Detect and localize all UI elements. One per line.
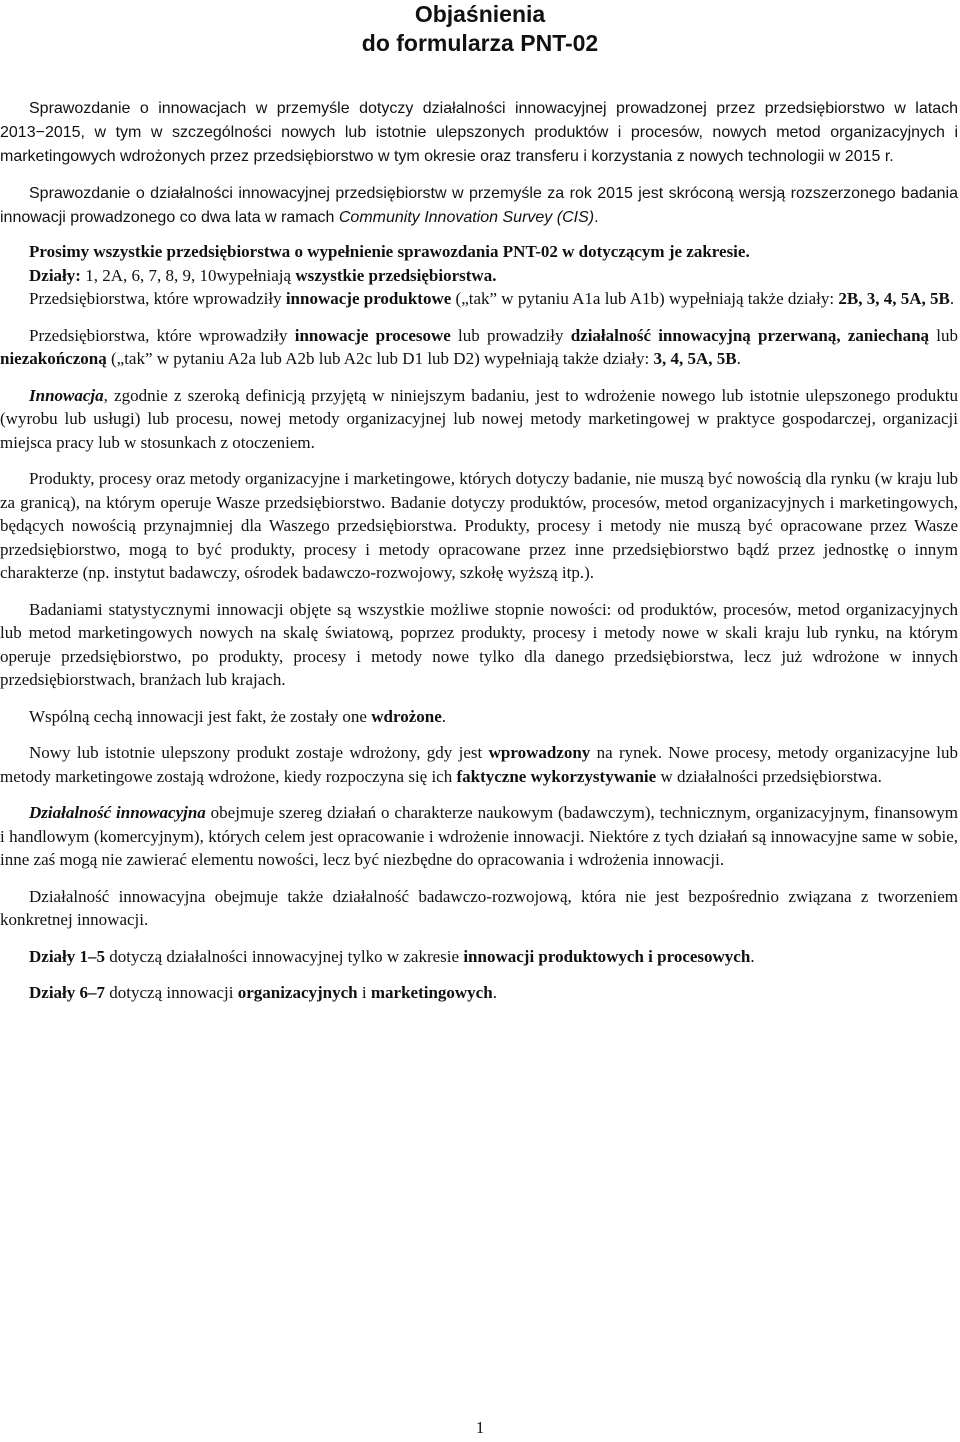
paragraph-innovation-activity: [0, 801, 958, 872]
sections-1-5-period: .: [750, 946, 755, 966]
cis-name: Community Innovation Survey (CIS): [338, 209, 595, 226]
process-innovation-rule: („tak” w pytaniu A2a lub A2b lub A2c lub D1 lub D2) wypełniają także działy:: [106, 349, 654, 368]
innovation-term: Innowacja: [29, 385, 104, 405]
product-innovation-end: .: [949, 289, 955, 308]
sections-6-7-text: dotyczą innowacji: [105, 983, 238, 1002]
sections-1-5-text: dotyczą działalności innowacyjnej tylko w zakresie: [105, 946, 464, 966]
sections-label: Działy:: [29, 265, 86, 285]
paragraph-all-sections: [0, 264, 958, 288]
sections-target: wszystkie przedsiębiorstwa.: [295, 265, 497, 285]
paragraph-scope: [0, 97, 958, 169]
paragraph-novelty-levels: [0, 598, 958, 692]
unfinished-term: niezakończoną: [0, 349, 107, 368]
page-title: [0, 0, 960, 58]
paragraph-process-innovation: [0, 324, 958, 371]
actual-use-term: faktyczne wykorzystywanie: [456, 766, 657, 786]
paragraph-request: [0, 240, 958, 264]
paragraph-common-feature: [0, 705, 958, 729]
sections-6-7-period: .: [492, 983, 497, 1002]
paragraph-rd-activity: [0, 885, 958, 932]
paragraph-sections-1-5: [0, 945, 958, 969]
title-line-1: Objaśnienia: [414, 1, 546, 27]
implemented-term: wdrożone: [371, 706, 442, 726]
paragraph-innovation-definition: [0, 384, 958, 455]
common-feature-text: Wspólną cechą innowacji jest fakt, że zostały one: [29, 706, 372, 726]
introduced-term: wprowadzony: [488, 743, 591, 762]
sections-6-7-start: Działy 6: [29, 983, 89, 1002]
product-innovation-term: innowacje produktowe: [285, 289, 452, 308]
rd-activity-text: Działalność innowacyjna obejmuje także działalność badawczo-rozwojową, która nie jest bezpośrednio związana z tworzeniem konkretnej innowacji.: [0, 886, 958, 929]
title-line-2: do formularza PNT-02: [361, 30, 599, 56]
novelty-levels-text: Badaniami statystycznymi innowacji objęte są wszystkie możliwe stopnie nowości: od produktów, procesów, metod organizacyjnych lub metod marketingowych nowych na skalę światową, poprzez produkty, procesy i metody nowe w skali kraju lub rynku, na którym operuje przedsiębiorstwo, po produkty, procesy i metody nowe tylko dla danego przedsiębiorstwa, lecz już wdrożone w innych przedsiębiorstwach, branżach lub krajach.: [0, 599, 958, 689]
process-innovation-lead: Przedsiębiorstwa, które wprowadziły: [29, 325, 295, 345]
novelty-text: Produkty, procesy oraz metody organizacyjne i marketingowe, których dotyczy badanie, nie muszą być nowością dla rynku (w kraju lub za granicą), na którym operuje Wasze przedsiębiorstwo. Badanie dotyczy produktów, procesów, metod organizacyjnych i marketingowych, będących nowością przynajmniej dla Waszego przedsiębiorstwa. Produkty, procesy i metody nie muszą być opracowane przez Wasze przedsiębiorstwo, mogą to być produkty, procesy i metody opracowane przez inne przedsiębiorstwo bądź przez jednostkę o innym charakterze (np. instytut badawczy, ośrodek badawczo-rozwojowy, szkołę wyższą itp.).: [0, 469, 958, 582]
innovation-activity-term: Działalność innowacyjna: [29, 803, 206, 822]
sections-6-7-dash: –: [88, 983, 97, 1002]
innovation-activity-text: obejmuje szereg działań o charakterze naukowym (badawczym), technicznym, organizacyjnym, finansowym i handlowym (komercyjnym), których celem jest opracowanie i wdrożenie innowacji. Niektóre z tych działań są innowacyjne same w sobie, inne zaś mogą nie zawierać elementu nowości, lecz być niezbędne do opracowania i wdrożenia innowacji.: [0, 803, 958, 869]
implementation-end: w działalności przedsiębiorstwa.: [656, 766, 882, 786]
product-innovation-lead: Przedsiębiorstwa, które wprowadziły: [29, 289, 286, 308]
sections-6-7-end: 7: [96, 983, 106, 1002]
paragraph-sections-6-7: [0, 981, 958, 1005]
paragraph-product-innovation: [0, 287, 958, 311]
process-innovation-or-2: lub: [929, 325, 959, 345]
sections-1-5-dash: –: [88, 946, 97, 966]
paragraph-implementation: [0, 741, 958, 788]
paragraph-scope-text: Sprawozdanie o innowacjach w przemyśle dotyczy działalności innowacyjnej prowadzonej przez przedsiębiorstwo w latach 2013−2015, w tym w szczególności nowych lub istotnie ulepszonych produktów i procesów, nowych metod organizacyjnych i marketingowych wdrożonych przez przedsiębiorstwo w tym okresie oraz transferu i korzystania z nowych technologii w 2015 r.: [0, 100, 958, 165]
document-body: [0, 97, 958, 1005]
common-feature-end: .: [441, 706, 446, 726]
marketing-term: marketingowych: [370, 983, 493, 1002]
sections-1-5-end: 5: [96, 946, 106, 966]
paragraph-cis-end: .: [594, 209, 599, 226]
product-innovation-rule: („tak” w pytaniu A1a lub A1b) wypełniają także działy:: [451, 289, 839, 308]
paragraph-cis-text: Sprawozdanie o działalności innowacyjnej przedsiębiorstw w przemyśle za rok 2015 jest skróconą wersją rozszerzonego badania innowacji prowadzonego co dwa lata w ramach: [0, 185, 958, 226]
process-innovation-term: innowacje procesowe: [294, 325, 451, 345]
innovation-definition-text: , zgodnie z szeroką definicją przyjętą w niniejszym badaniu, jest to wdrożenie nowego lub istotnie ulepszonego produktu (wyrobu lub usługi) lub procesu, nowej metody organizacyjnej lub nowej metody marketingowej w praktyce gospodarczej, organizacji miejsca pracy lub w stosunkach z otoczeniem.: [0, 385, 958, 452]
process-innovation-end: .: [736, 349, 741, 368]
implementation-lead: Nowy lub istotnie ulepszony produkt zostaje wdrożony, gdy jest: [29, 743, 489, 762]
process-innovation-or: lub prowadziły: [450, 325, 571, 345]
sections-1-5-start: Działy 1: [29, 946, 89, 966]
paragraph-novelty: [0, 467, 958, 585]
implementation-middle: na rynek. Nowe procesy, metody organizacyjne lub metody marketingowe zostają wdrożone, kiedy rozpoczyna się ich: [0, 743, 958, 786]
sections-list: 1, 2A, 6, 7, 8, 9, 10: [85, 265, 217, 285]
paragraph-request-text: Prosimy wszystkie przedsiębiorstwa o wypełnienie sprawozdania PNT-02 w dotyczącym je zakresie.: [29, 242, 750, 261]
organizational-term: organizacyjnych: [237, 983, 358, 1002]
interrupted-activity-term: działalność innowacyjną przerwaną, zaniechaną: [570, 325, 930, 345]
paragraph-cis: [0, 182, 958, 230]
product-innovation-sections: 2B, 3, 4, 5A, 5B: [838, 289, 950, 308]
sections-6-7-and: i: [357, 983, 371, 1002]
sections-verb: wypełniają: [216, 265, 296, 285]
page-number: 1: [475, 1418, 485, 1437]
process-innovation-sections: 3, 4, 5A, 5B: [653, 349, 737, 368]
sections-1-5-scope: innowacji produktowych i procesowych: [463, 946, 751, 966]
